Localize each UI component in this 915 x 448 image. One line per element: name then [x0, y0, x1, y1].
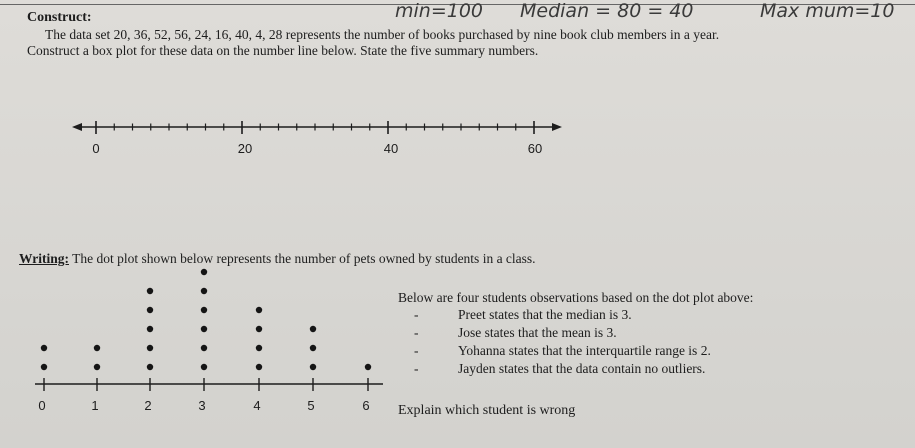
explain-question: Explain which student is wrong [398, 403, 576, 418]
observations-intro: Below are four students observations based on the dot plot above: [398, 290, 754, 305]
handwritten-min: min=100 [395, 0, 484, 22]
dot-plot-label-6: 6 [362, 398, 370, 413]
dot-plot-dot [201, 364, 207, 370]
dot-plot-label-0: 0 [38, 398, 46, 413]
dot-plot [35, 269, 383, 413]
dot-plot-dot [147, 326, 153, 332]
construct-line-2: Construct a box plot for these data on the number line below. State the five summary numbers. [27, 43, 539, 58]
dot-plot-label-1: 1 [91, 398, 99, 413]
observations-list [414, 306, 711, 378]
number-line-label-20: 20 [237, 141, 253, 156]
dot-plot-label-5: 5 [307, 398, 315, 413]
dot-plot-dot [310, 364, 316, 370]
writing-heading: Writing: [19, 251, 69, 266]
dot-plot-dot [256, 364, 262, 370]
construct-heading: Construct: [27, 10, 92, 25]
dot-plot-dot [94, 364, 100, 370]
handwritten-median: Median = 80 = 40 [520, 0, 694, 22]
number-line-right-arrow [552, 123, 562, 131]
dot-plot-dot [201, 269, 207, 275]
dot-plot-dot [310, 326, 316, 332]
dot-plot-dot [256, 326, 262, 332]
number-line-left-arrow [72, 123, 82, 131]
dot-plot-dots [41, 269, 371, 370]
number-line [72, 121, 562, 156]
number-line-label-40: 40 [383, 141, 399, 156]
dot-plot-dot [310, 345, 316, 351]
construct-line-1: The data set 20, 36, 52, 56, 24, 16, 40, 4, 28 represents the number of books purchased by nine book club members in a year. [45, 27, 720, 42]
handwritten-max: Max mum=10 [760, 0, 895, 22]
observation-yohanna: - Yohanna states that the interquartile range is 2. [414, 343, 711, 358]
dot-plot-label-2: 2 [144, 398, 152, 413]
observation-jose: - Jose states that the mean is 3. [414, 325, 617, 340]
dot-plot-dot [365, 364, 371, 370]
observation-preet: - Preet states that the median is 3. [414, 307, 632, 322]
writing-prompt-text: The dot plot shown below represents the number of pets owned by students in a class. [72, 251, 536, 266]
dot-plot-dot [41, 364, 47, 370]
dot-plot-dot [201, 307, 207, 313]
dot-plot-dot [147, 288, 153, 294]
dot-plot-dot [94, 345, 100, 351]
dot-plot-dot [147, 364, 153, 370]
writing-prompt [19, 251, 536, 267]
dot-plot-dot [147, 307, 153, 313]
number-line-label-0: 0 [92, 141, 100, 156]
dot-plot-tick-labels [38, 398, 369, 413]
dot-plot-dot [201, 345, 207, 351]
dot-plot-dot [201, 326, 207, 332]
observation-jayden: - Jayden states that the data contain no outliers. [414, 361, 706, 376]
number-line-label-60: 60 [527, 141, 543, 156]
dot-plot-dot [41, 345, 47, 351]
dot-plot-dot [147, 345, 153, 351]
dot-plot-label-4: 4 [253, 398, 261, 413]
dot-plot-label-3: 3 [198, 398, 206, 413]
dot-plot-dot [201, 288, 207, 294]
dot-plot-dot [256, 345, 262, 351]
dot-plot-dot [256, 307, 262, 313]
